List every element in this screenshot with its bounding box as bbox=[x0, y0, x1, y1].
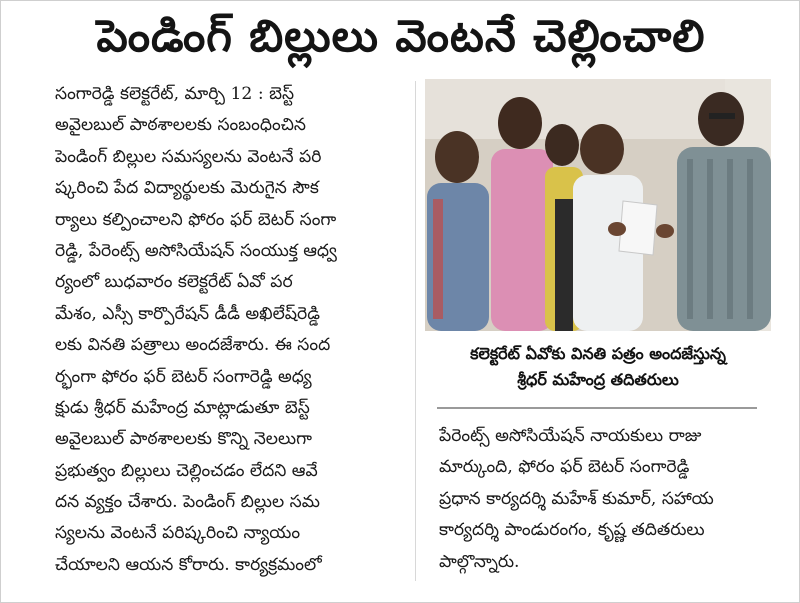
body-line: దన వ్యక్తం చేశారు. పెండింగ్ బిల్లుల సమ bbox=[55, 492, 320, 513]
article-body-right bbox=[439, 421, 775, 591]
body-line: క్షుడు శ్రీధర్ మహేంద్ర మాట్లాడుతూ బెస్ట్ bbox=[55, 397, 310, 418]
body-line: లకు వినతి పత్రాలు అందజేశారు. ఈ సంద bbox=[55, 335, 331, 356]
body-line: మేశం, ఎస్సీ కార్పొరేషన్ డీడీ అఖిలేష్‌రెడ్డి bbox=[55, 303, 320, 324]
photo-caption bbox=[425, 341, 771, 393]
caption-divider bbox=[437, 407, 757, 409]
body-line: సంగారెడ్డి కలెక్టరేట్, మార్చి 12 : బెస్ట్ bbox=[55, 84, 295, 104]
body-line: అవైలబుల్ పాఠశాలలకు సంబంధించిన bbox=[55, 115, 306, 136]
article-body-left bbox=[55, 79, 411, 599]
body-line: ష్కరించి పేద విద్యార్థులకు మెరుగైన సౌక bbox=[55, 178, 319, 199]
body-line: పెండింగ్ బిల్లుల సమస్యలను వెంటనే పరి bbox=[55, 146, 322, 167]
body-line: ర్యాలు కల్పించాలని ఫోరం ఫర్ బెటర్ సంగా bbox=[55, 209, 337, 230]
body-line: ప్రధాన కార్యదర్శి మహేశ్ కుమార్, సహాయ bbox=[439, 488, 714, 509]
caption-line: కలెక్టరేట్ ఏవోకు వినతి పత్రం అందజేస్తున్న bbox=[470, 344, 726, 363]
body-line: అవైలబుల్ పాఠశాలలకు కొన్ని నెలలుగా bbox=[55, 429, 312, 450]
body-line: మార్కుంది, ఫోరం ఫర్ బెటర్ సంగారెడ్డి bbox=[439, 457, 690, 478]
body-line: ర్యంలో బుధవారం కలెక్టరేట్ ఏవో పర bbox=[55, 272, 293, 293]
body-line: రెడ్డి, పేరెంట్స్ అసోసియేషన్ సంయుక్త ఆధ్వ bbox=[55, 240, 337, 261]
body-line: పాల్గొన్నారు. bbox=[439, 551, 520, 572]
body-line: స్యలను వెంటనే పరిష్కరించి న్యాయం bbox=[55, 523, 301, 544]
body-line: పేరెంట్స్ అసోసియేషన్ నాయకులు రాజు bbox=[439, 426, 702, 446]
article-headline: పెండింగ్ బిల్లులు వెంటనే చెల్లించాలి bbox=[96, 11, 706, 62]
news-photo bbox=[425, 79, 771, 331]
body-line: ప్రభుత్వం బిల్లులు చెల్లించడం లేదని ఆవే bbox=[55, 460, 318, 481]
column-divider bbox=[415, 81, 416, 581]
body-line: కార్యదర్శి పాండురంగం, కృష్ణ తదితరులు bbox=[439, 520, 705, 541]
body-line: చేయాలని ఆయన కోరారు. కార్యక్రమంలో bbox=[55, 554, 322, 575]
caption-line: శ్రీధర్ మహేంద్ర తదితరులు bbox=[517, 370, 679, 389]
body-line: ర్భంగా ఫోరం ఫర్ బెటర్ సంగారెడ్డి అధ్య bbox=[55, 366, 312, 387]
